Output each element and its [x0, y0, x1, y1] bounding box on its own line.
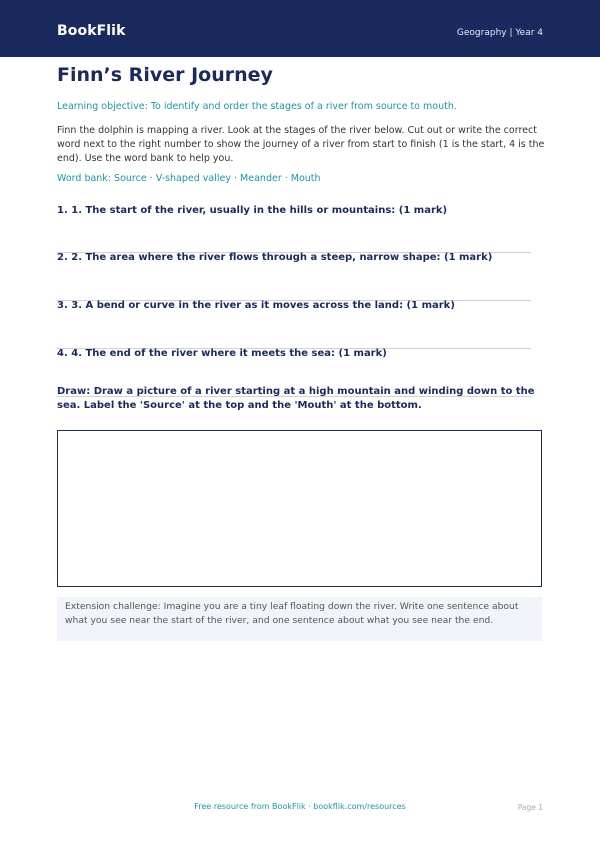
extension-text: Extension challenge: Imagine you are a tiny leaf floating down the river. Write one sentence about what you see near the start of the river, and one sentence about what you see near the end.	[65, 601, 519, 626]
question-1: 1. 1. The start of the river, usually in the hills or mountains: (1 mark)	[57, 205, 448, 216]
learning-objective: Learning objective: To identify and order the stages of a river from source to mouth.	[57, 101, 457, 112]
extension-challenge	[57, 597, 542, 641]
question-4: 4. 4. The end of the river where it meets the sea: (1 mark)	[57, 348, 387, 359]
question-3: 3. 3. A bend or curve in the river as it moves across the land: (1 mark)	[57, 300, 455, 311]
brand-logo: BookFlik	[57, 23, 126, 39]
word-bank: Word bank: Source · V-shaped valley · Meander · Mouth	[57, 173, 321, 184]
page-number: Page 1	[517, 803, 543, 812]
page-header	[0, 0, 600, 57]
question-2: 2. 2. The area where the river flows through a steep, narrow shape: (1 mark)	[57, 252, 493, 263]
draw-prompt: Draw: Draw a picture of a river starting at a high mountain and winding down to the sea. Label the 'Source' at the top and the 'Mouth' at the bottom.	[57, 386, 535, 411]
subject-year-label: Geography | Year 4	[456, 28, 543, 38]
footer-text: Free resource from BookFlik · bookflik.com/resources	[194, 802, 406, 811]
page-title: Finn’s River Journey	[57, 64, 273, 86]
instructions-text: Finn the dolphin is mapping a river. Look at the stages of the river below. Cut out or write the correct word next to the right number to show the journey of a river from start to finish (1 is the start, 4 is the end). Use the word bank to help you.	[57, 125, 545, 164]
drawing-area[interactable]	[57, 430, 542, 587]
